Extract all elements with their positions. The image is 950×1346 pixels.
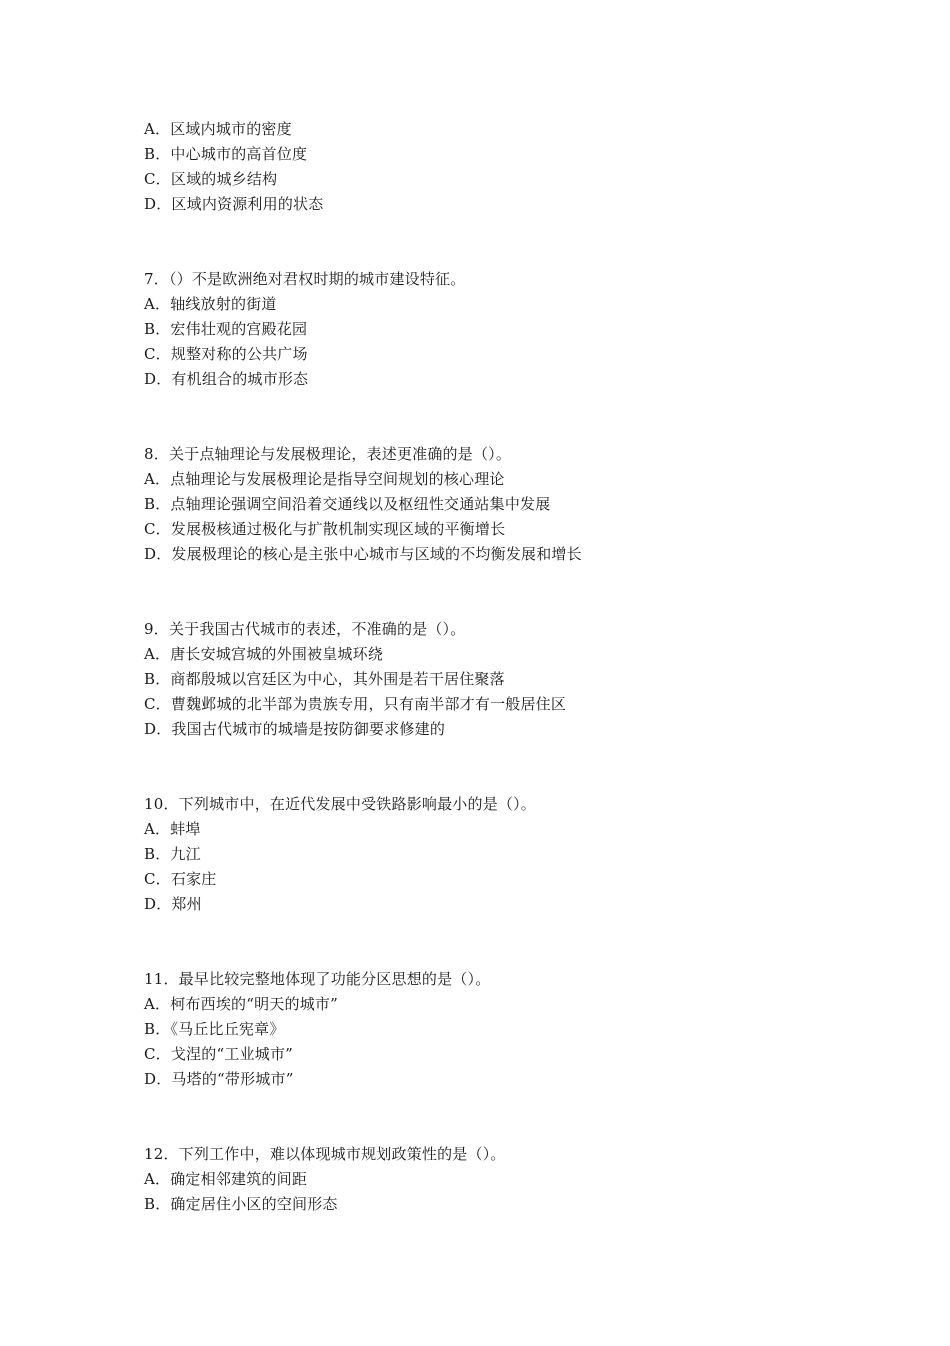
option-d: D．我国古代城市的城墙是按防御要求修建的: [144, 720, 446, 738]
question-block: [144, 1142, 904, 1217]
question-block: [144, 442, 904, 567]
option-a: A．柯布西埃的“明天的城市”: [144, 995, 338, 1013]
option-d: D．发展极理论的核心是主张中心城市与区域的不均衡发展和增长: [144, 545, 582, 563]
spacer: [144, 742, 904, 792]
spacer: [144, 392, 904, 442]
question-text: 9．关于我国古代城市的表述，不准确的是（）。: [144, 620, 466, 638]
question-block: [144, 967, 904, 1092]
option-c: C．曹魏邺城的北半部为贵族专用，只有南半部才有一般居住区: [144, 695, 567, 713]
option-b: B．《马丘比丘宪章》: [144, 1020, 285, 1038]
option-a: A．确定相邻建筑的间距: [144, 1170, 308, 1188]
question-text: 11．最早比较完整地体现了功能分区思想的是（）。: [144, 970, 491, 988]
option-c: C．戈涅的“工业城市”: [144, 1045, 294, 1063]
question-text: 10．下列城市中，在近代发展中受铁路影响最小的是（）。: [144, 795, 536, 813]
question-text: 12．下列工作中，难以体现城市规划政策性的是（）。: [144, 1145, 506, 1163]
option-c: C．发展极核通过极化与扩散机制实现区域的平衡增长: [144, 520, 506, 538]
option-b: B．确定居住小区的空间形态: [144, 1195, 338, 1213]
option-b: B．中心城市的高首位度: [144, 145, 308, 163]
option-a: A．区域内城市的密度: [144, 120, 292, 138]
option-a: A．蚌埠: [144, 820, 201, 838]
option-b: B．宏伟壮观的宫殿花园: [144, 320, 308, 338]
question-text: 7．（）不是欧洲绝对君权时期的城市建设特征。: [144, 270, 466, 288]
spacer: [144, 567, 904, 617]
option-d: D．有机组合的城市形态: [144, 370, 309, 388]
option-a: A．点轴理论与发展极理论是指导空间规划的核心理论: [144, 470, 505, 488]
option-d: D．区域内资源利用的状态: [144, 195, 324, 213]
option-d: D．马塔的“带形城市”: [144, 1070, 294, 1088]
option-a: A．唐长安城宫城的外围被皇城环绕: [144, 645, 384, 663]
option-c: C．石家庄: [144, 870, 217, 888]
question-block: [144, 617, 904, 742]
option-b: B．九江: [144, 845, 201, 863]
option-c: C．规整对称的公共广场: [144, 345, 308, 363]
option-a: A．轴线放射的街道: [144, 295, 277, 313]
spacer: [144, 917, 904, 967]
option-b: B．点轴理论强调空间沿着交通线以及枢纽性交通站集中发展: [144, 495, 551, 513]
spacer: [144, 1092, 904, 1142]
document-page: [144, 117, 904, 1217]
question-block: [144, 117, 904, 217]
option-d: D．郑州: [144, 895, 202, 913]
spacer: [144, 217, 904, 267]
question-block: [144, 792, 904, 917]
question-block: [144, 267, 904, 392]
option-c: C．区域的城乡结构: [144, 170, 278, 188]
option-b: B．商都殷城以宫廷区为中心，其外围是若干居住聚落: [144, 670, 505, 688]
question-text: 8．关于点轴理论与发展极理论，表述更准确的是（）。: [144, 445, 512, 463]
